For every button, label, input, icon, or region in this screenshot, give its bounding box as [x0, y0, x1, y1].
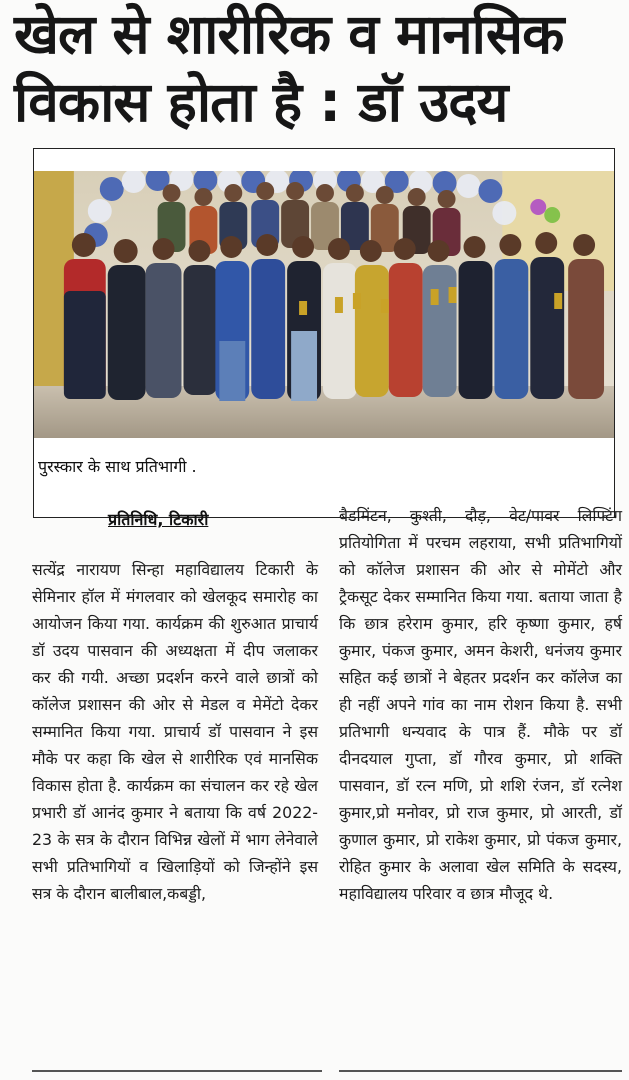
article-column-left: सत्येंद्र नारायण सिन्हा महाविद्यालय टिकारी के सेमिनार हॉल में मंगलवार को खेलकूद समारोह का आयोजन किया गया. कार्यक्रम की शुरुआत प्राचार्य डॉ उदय पासवान की अध्यक्षता में दीप जलाकर कर की गयी. अच्छा प्रदर्शन करने वाले छात्रों को कॉलेज प्रशासन की ओर से मेडल व मेमेंटो देकर सम्मानित किया गया. प्राचार्य डॉ पासवान ने इस मौके पर कहा कि खेल से शारीरिक एवं मानसिक विकास होता है. कार्यक्रम का संचालन कर रहे खेल प्रभारी डॉ आनंद कुमार ने बताया कि वर्ष 2022-23 के सत्र के दौरान विभिन्न खेलों में भाग लेनेवाले सभी प्रतिभागियों व खिलाड़ियों को जिन्होंने इस सत्र के दौरान बालीबाल,कबड्डी, — [32, 560, 318, 903]
article-column-right: बैडमिंटन, कुश्ती, दौड़, वेट/पावर लिफ्टिंग प्रतियोगिता में परचम लहराया, सभी प्रतिभागियों को कॉलेज प्रशासन की ओर से मोमेंटो और ट्रैकसूट देकर सम्मानित किया गया. बताया जाता है कि छात्र हरेराम कुमार, हरि कृष्णा कुमार, हर्ष कुमार, पंकज कुमार, अमन केशरी, धनंजय कुमार सहित कई छात्रों ने बेहतर प्रदर्शन कर कॉलेज का ही नहीं अपने गांव का नाम रोशन किया है. सभी प्रतिभागी धन्यवाद के पात्र हैं. मौके पर डॉ दीनदयाल गुप्ता, डॉ गौरव कुमार, प्रो शक्ति पासवान, डॉ रत्न मणि, प्रो शशि रंजन, डॉ रत्नेश कुमार,प्रो मनोवर, प्रो राज कुमार, प्रो आरती, डॉ कुणाल कुमार, प्रो राकेश कुमार, प्रो पंकज कुमार, रोहित कुमार के अलावा खेल समिति के सदस्य, महाविद्यालय परिवार व छात्र मौजूद थे. — [339, 506, 622, 903]
photo-frame — [33, 148, 615, 518]
headline-line-1: खेल से शारीरिक व मानसिक — [14, 2, 564, 66]
bottom-rule-right — [339, 1070, 622, 1072]
byline: प्रतिनिधि, टिकारी — [108, 510, 209, 529]
bottom-rule-left — [32, 1070, 322, 1072]
headline — [14, 0, 624, 136]
group-photo — [34, 171, 614, 438]
photo-caption: पुरस्कार के साथ प्रतिभागी . — [38, 457, 197, 476]
headline-line-2: विकास होता है : डॉ उदय — [14, 70, 508, 134]
